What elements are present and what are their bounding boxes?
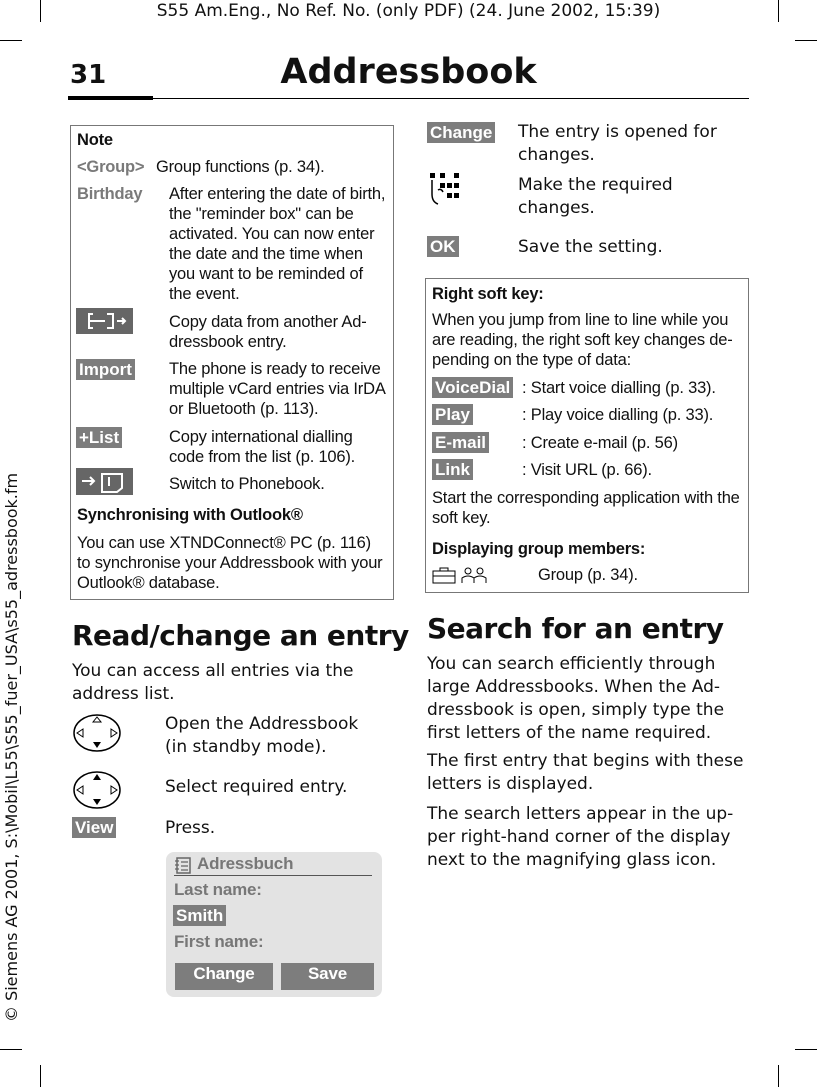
title-rule xyxy=(68,98,749,99)
note-title: Note xyxy=(77,131,113,149)
phonebook-icon xyxy=(76,468,133,495)
make-changes-text: Make the required changes. xyxy=(518,175,673,218)
play-key: Play xyxy=(432,404,473,425)
voicedial-text: : Start voice dialling (p. 33). xyxy=(522,379,716,397)
search-p2: The first entry that begins with these letters is displayed. xyxy=(427,751,744,794)
phonebook-text: Switch to Phonebook. xyxy=(169,475,325,493)
email-key: E-mail xyxy=(432,432,489,453)
search-p1: You can search efficiently through large Addressbooks. When the Ad- dressbook is open, simply type the first letters of the name required. xyxy=(427,654,725,743)
keypad-icon xyxy=(427,170,465,208)
last-name-value: Smith xyxy=(173,905,226,926)
change-text: The entry is opened for changes. xyxy=(518,122,717,165)
print-header: S55 Am.Eng., No Ref. No. (only PDF) (24. June 2002, 15:39) xyxy=(156,1,661,21)
list-key: +List xyxy=(76,427,122,448)
import-text: The phone is ready to receive multiple vCard entries via IrDA or Bluetooth (p. 113). xyxy=(169,360,386,418)
read-change-heading: Read/change an entry xyxy=(72,619,409,652)
people-icon xyxy=(462,568,486,583)
birthday-text: After entering the date of birth, the "reminder box" can be activated. You can now enter the date and the time when you want to be reminded of the event. xyxy=(169,185,386,303)
open-text: Open the Addressbook (in standby mode). xyxy=(165,714,359,757)
search-p3: The search letters appear in the up- per right-hand corner of the display next to the magnifying glass icon. xyxy=(427,804,734,870)
email-text: : Create e-mail (p. 56) xyxy=(522,434,678,452)
group-label: <Group> xyxy=(77,158,145,176)
change-key: Change xyxy=(427,122,495,143)
last-name-label: Last name: xyxy=(174,880,262,899)
save-softkey[interactable]: Save xyxy=(281,963,374,990)
first-name-label: First name: xyxy=(174,932,264,951)
navigation-key-updown-icon xyxy=(72,770,122,810)
link-key: Link xyxy=(432,459,473,480)
group-icons xyxy=(432,565,512,585)
ok-key: OK xyxy=(427,236,459,257)
soft-key-title: Right soft key: xyxy=(432,285,544,303)
play-text: : Play voice dialling (p. 33). xyxy=(522,406,714,424)
phone-display xyxy=(166,852,382,997)
screen-divider xyxy=(174,875,372,876)
link-text: : Visit URL (p. 66). xyxy=(522,461,652,479)
search-heading: Search for an entry xyxy=(427,612,724,645)
import-key: Import xyxy=(76,359,135,380)
crop-mark xyxy=(795,1049,817,1050)
sync-title: Synchronising with Outlook® xyxy=(77,506,303,524)
crop-mark xyxy=(40,1065,41,1087)
group-members-title: Displaying group members: xyxy=(432,540,646,558)
navigation-key-down-icon xyxy=(72,713,122,753)
voicedial-key: VoiceDial xyxy=(432,377,513,398)
start-app-text: Start the corresponding application with the soft key. xyxy=(432,489,740,527)
briefcase-icon xyxy=(433,568,455,583)
page-title: Addressbook xyxy=(280,52,537,92)
press-text: Press. xyxy=(165,818,216,838)
group-text: Group functions (p. 34). xyxy=(156,158,325,176)
crop-mark xyxy=(795,40,817,41)
screen-title: Adressbuch xyxy=(197,854,294,873)
sync-text: You can use XTNDConnect® PC (p. 116) to synchronise your Addressbook with your Outlook® database. xyxy=(77,534,383,592)
list-text: Copy international dialling code from the list (p. 106). xyxy=(169,428,356,466)
read-change-intro: You can access all entries via the address list. xyxy=(72,661,354,704)
copy-text: Copy data from another Ad- dressbook entry. xyxy=(169,313,367,351)
side-copyright: © Siemens AG 2001, S:\Mobil\L55\S55_fuer_USA\s55_adressbook.fm xyxy=(2,472,21,1022)
page-number: 31 xyxy=(70,60,107,90)
crop-mark xyxy=(0,40,22,41)
group-members-text: Group (p. 34). xyxy=(538,566,638,584)
select-text: Select required entry. xyxy=(165,777,348,797)
view-key: View xyxy=(72,817,116,838)
crop-mark xyxy=(0,1049,22,1050)
copy-data-icon xyxy=(76,308,133,334)
soft-key-intro: When you jump from line to line while you are reading, the right soft key changes de- pending on the type of data: xyxy=(432,311,733,369)
birthday-label: Birthday xyxy=(77,185,143,203)
crop-mark xyxy=(778,1065,779,1087)
ok-text: Save the setting. xyxy=(518,237,663,257)
change-softkey[interactable]: Change xyxy=(175,963,273,990)
